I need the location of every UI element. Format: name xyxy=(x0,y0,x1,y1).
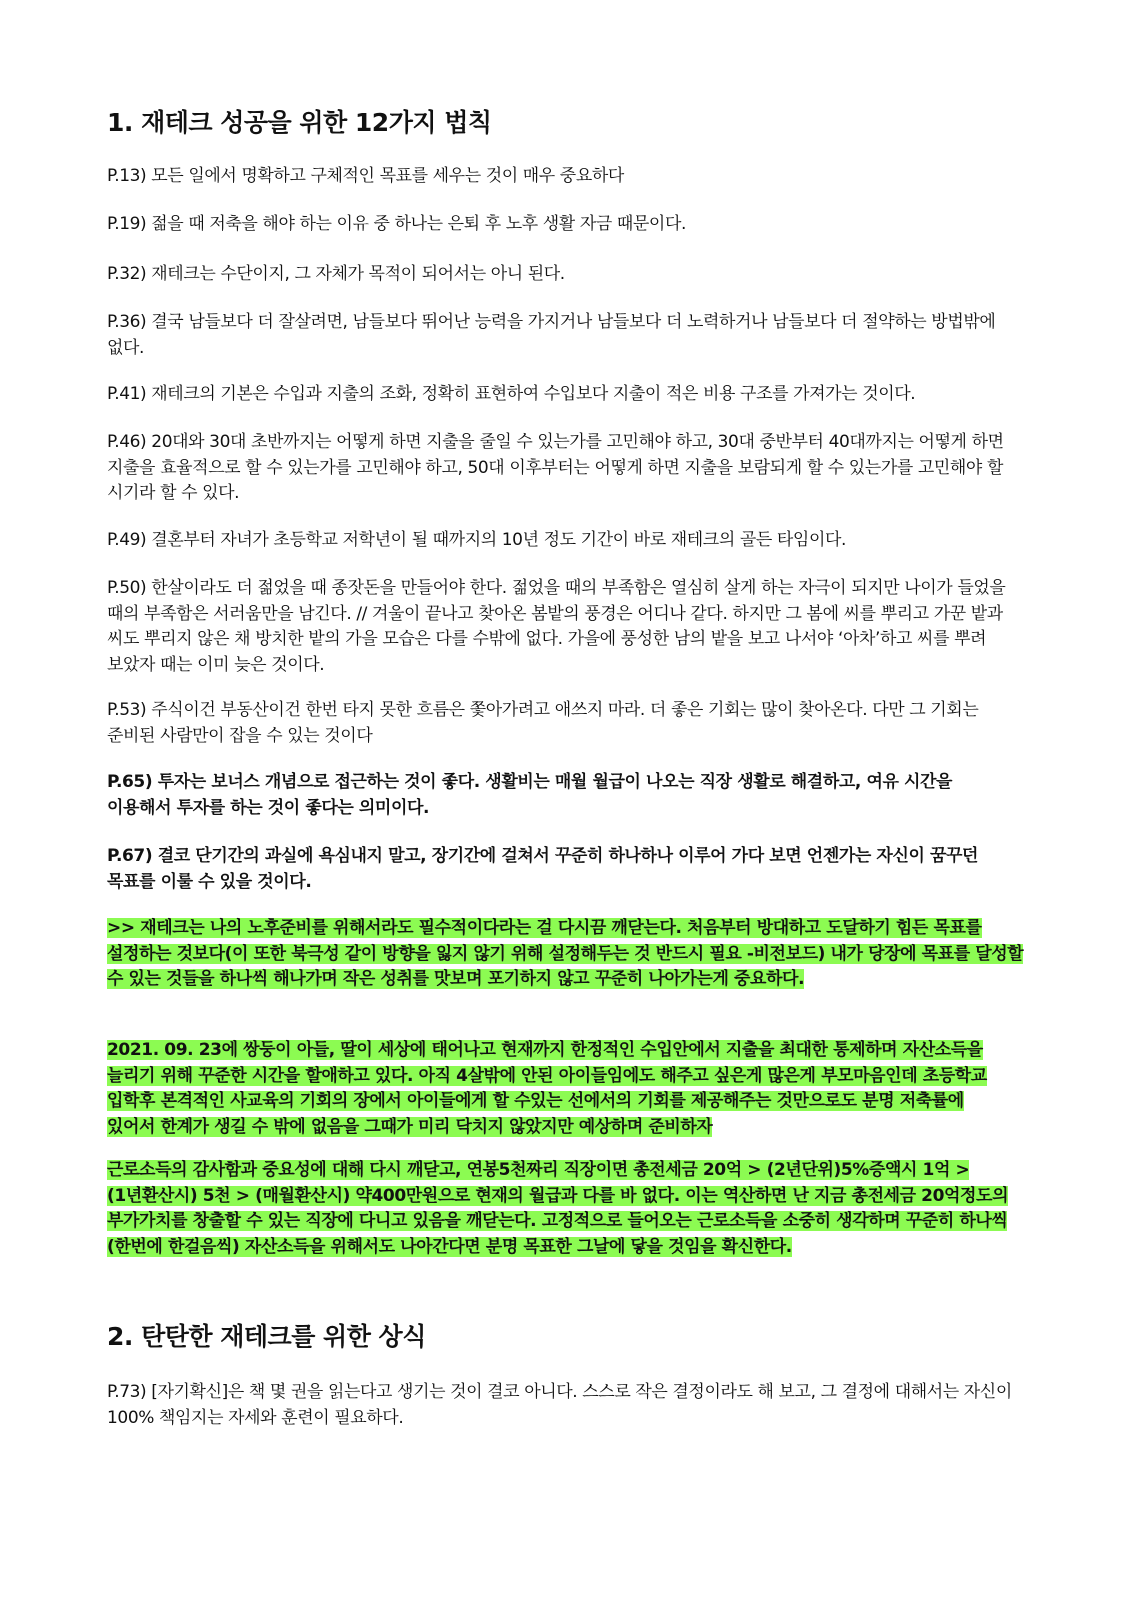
note-p50: P.50) 한살이라도 더 젊었을 때 종잣돈을 만들어야 한다. 젊었을 때의 부족함은 열심히 살게 하는 자극이 되지만 나이가 들었을 때의 부족함은 서러움만을 남긴다. // 겨울이 끝나고 찾아온 봄밭의 풍경은 어디나 같다. 하지만 그 봄에 씨를 뿌리고 가꾼 밭과 씨도 뿌리지 않은 채 방치한 밭의 가을 모습은 다를 수밖에 없다. 가을에 풍성한 남의 밭을 보고 나서야 ‘아차’하고 씨를 뿌려 보았자 때는 이미 늦은 것이다. xyxy=(107,578,1006,675)
note-p46: P.46) 20대와 30대 초반까지는 어떻게 하면 지출을 줄일 수 있는가를 고민해야 하고, 30대 중반부터 40대까지는 어떻게 하면 지출을 효율적으로 할 수 있는가를 고민해야 하고, 50대 이후부터는 어떻게 하면 지출을 보람되게 할 수 있는가를 고민해야 할 시기라 할 수 있다. xyxy=(107,432,1004,503)
note-p19: P.19) 젊을 때 저축을 해야 하는 이유 중 하나는 은퇴 후 노후 생활 자금 때문이다. xyxy=(107,214,686,234)
section-1-title: 1. 재테크 성공을 위한 12가지 법칙 xyxy=(107,108,492,137)
section-2-title: 2. 탄탄한 재테크를 위한 상식 xyxy=(107,1322,426,1351)
highlight-mark: >> 재테크는 나의 노후준비를 위해서라도 필수적이다라는 걸 다시끔 깨닫는다. 처음부터 방대하고 도달하기 힘든 목표를 설정하는 것보다(이 또한 북극성 같이 방향을 잃지 않기 위해 설정해두는 것 반드시 필요 -비전보드) 내가 당장에 목표를 달성할 수 있는 것들을 하나씩 해나가며 작은 성취를 맛보며 포기하지 않고 꾸준히 나아가는게 중요하다. xyxy=(107,918,1024,989)
note-p73: P.73) [자기확신]은 책 몇 권을 읽는다고 생기는 것이 결코 아니다. 스스로 작은 결정이라도 해 보고, 그 결정에 대해서는 자신이 100% 책임지는 자세와 훈련이 필요하다. xyxy=(107,1382,1012,1428)
note-p49: P.49) 결혼부터 자녀가 초등학교 저학년이 될 때까지의 10년 정도 기간이 바로 재테크의 골든 타임이다. xyxy=(107,530,846,550)
highlight-mark: 2021. 09. 23에 쌍둥이 아들, 딸이 세상에 태어나고 현재까지 한정적인 수입안에서 지출을 최대한 통제하며 자산소득을 늘리기 위해 꾸준한 시간을 할애하고 있다. 아직 4살밖에 안된 아이들임에도 해주고 싶은게 많은게 부모마음인데 초등학교 입학후 본격적인 사교육의 기회의 장에서 아이들에게 할 수있는 선에서의 기회를 제공해주는 것만으로도 분명 저축률에 있어서 한계가 생길 수 밖에 없음을 그때가 미리 닥치지 않았지만 예상하며 준비하자 xyxy=(107,1040,987,1137)
note-p13: P.13) 모든 일에서 명확하고 구체적인 목표를 세우는 것이 매우 중요하다 xyxy=(107,166,624,186)
note-p41: P.41) 재테크의 기본은 수입과 지출의 조화, 정확히 표현하여 수입보다 지출이 적은 비용 구조를 가져가는 것이다. xyxy=(107,384,916,404)
note-p53: P.53) 주식이건 부동산이건 한번 타지 못한 흐름은 쫓아가려고 애쓰지 마라. 더 좋은 기회는 많이 찾아온다. 다만 그 기회는 준비된 사람만이 잡을 수 있는 것이다 xyxy=(107,700,979,746)
note-p67: P.67) 결코 단기간의 과실에 욕심내지 말고, 장기간에 걸쳐서 꾸준히 하나하나 이루어 가다 보면 언젠가는 자신이 꿈꾸던 목표를 이룰 수 있을 것이다. xyxy=(107,846,979,892)
highlighted-reflection-2 xyxy=(107,1038,1017,1140)
note-p36: P.36) 결국 남들보다 더 잘살려면, 남들보다 뛰어난 능력을 가지거나 남들보다 더 노력하거나 남들보다 더 절약하는 방법밖에 없다. xyxy=(107,312,996,358)
highlighted-reflection-1 xyxy=(107,916,1027,993)
note-p65: P.65) 투자는 보너스 개념으로 접근하는 것이 좋다. 생활비는 매월 월급이 나오는 직장 생활로 해결하고, 여유 시간을 이용해서 투자를 하는 것이 좋다는 의미이다. xyxy=(107,772,953,818)
highlight-mark: 근로소득의 감사함과 중요성에 대해 다시 깨닫고, 연봉5천짜리 직장이면 총전세금 20억 > (2년단위)5%증액시 1억 > (1년환산시) 5천 > (매월환산시) 약400만원으로 현재의 월급과 다를 바 없다. 이는 역산하면 난 지금 총전세금 20억정도의 부가가치를 창출할 수 있는 직장에 다니고 있음을 깨닫는다. 고정적으로 들어오는 근로소득을 소중히 생각하며 꾸준히 하나씩(한번에 한걸음씩) 자산소득을 위해서도 나아간다면 분명 목표한 그날에 닿을 것임을 확신한다. xyxy=(107,1160,1009,1257)
highlighted-reflection-3 xyxy=(107,1158,1017,1260)
note-p32: P.32) 재테크는 수단이지, 그 자체가 목적이 되어서는 아니 된다. xyxy=(107,264,565,284)
